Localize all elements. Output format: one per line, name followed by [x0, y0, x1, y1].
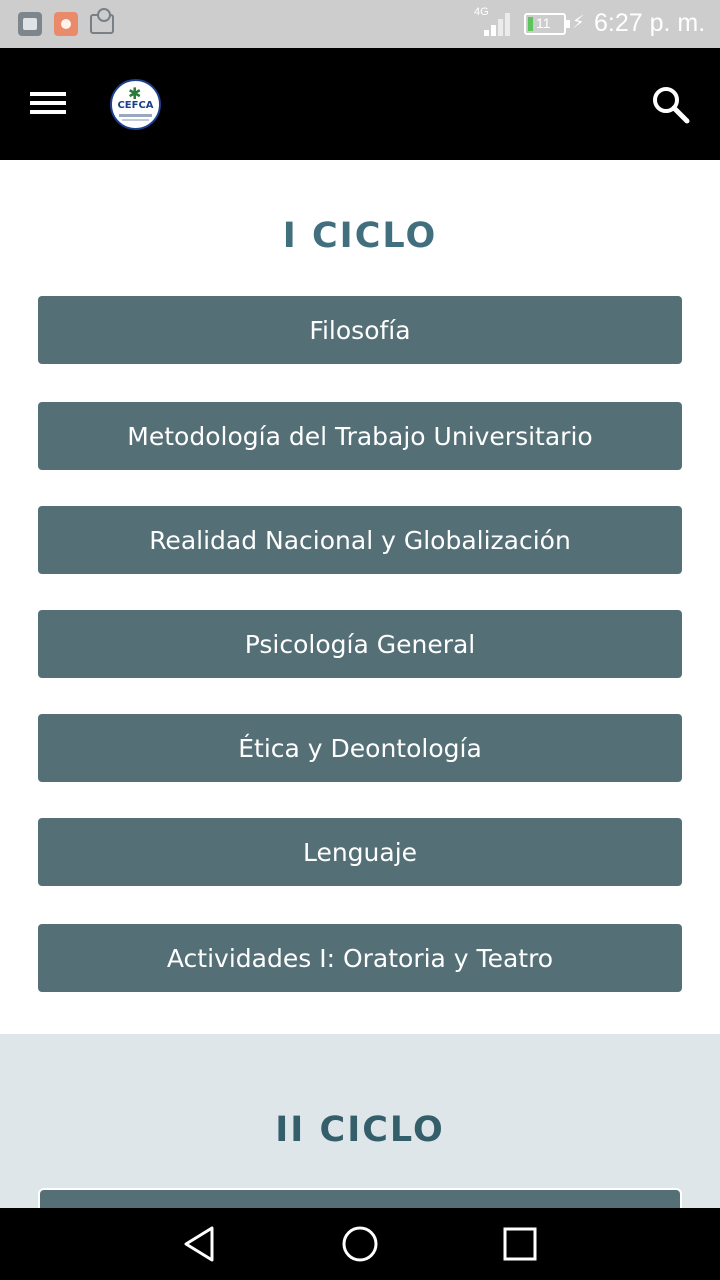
course-button-metodologia[interactable]: Metodología del Trabajo Universitario — [38, 402, 682, 470]
course-button-lenguaje[interactable]: Lenguaje — [38, 818, 682, 886]
cefca-logo[interactable] — [110, 79, 161, 130]
clock: 6:27 p. m. — [594, 9, 706, 37]
recent-apps-icon[interactable] — [500, 1224, 540, 1264]
logo-emblem-icon: ✱ — [128, 84, 142, 103]
section-title: II CICLO — [275, 1110, 445, 1150]
status-bar — [0, 0, 720, 48]
hamburger-menu-icon[interactable] — [26, 86, 68, 120]
section-ii-ciclo — [0, 1034, 720, 1208]
gallery-icon — [18, 12, 42, 36]
section-title: I CICLO — [282, 216, 438, 256]
charging-icon: ⚡ — [572, 12, 585, 33]
logo-text: CEFCA — [117, 100, 154, 111]
section-i-ciclo — [0, 160, 720, 1034]
signal-icon — [484, 12, 512, 36]
mail-icon — [90, 14, 114, 34]
course-button-actividades[interactable]: Actividades I: Oratoria y Teatro — [38, 924, 682, 992]
battery-level: 11 — [536, 15, 551, 31]
course-button-psicologia[interactable]: Psicología General — [38, 610, 682, 678]
network-type: 4G — [474, 6, 489, 18]
course-button-filosofia[interactable]: Filosofía — [38, 296, 682, 364]
search-icon[interactable] — [650, 84, 690, 124]
navigation-bar — [0, 1208, 720, 1280]
back-icon[interactable] — [180, 1224, 220, 1264]
course-button-etica[interactable]: Ética y Deontología — [38, 714, 682, 782]
home-icon[interactable] — [340, 1224, 380, 1264]
screen-recorder-icon — [54, 12, 78, 36]
course-button-realidad-nacional[interactable]: Realidad Nacional y Globalización — [38, 506, 682, 574]
app-header — [0, 48, 720, 160]
battery-icon — [524, 13, 566, 35]
